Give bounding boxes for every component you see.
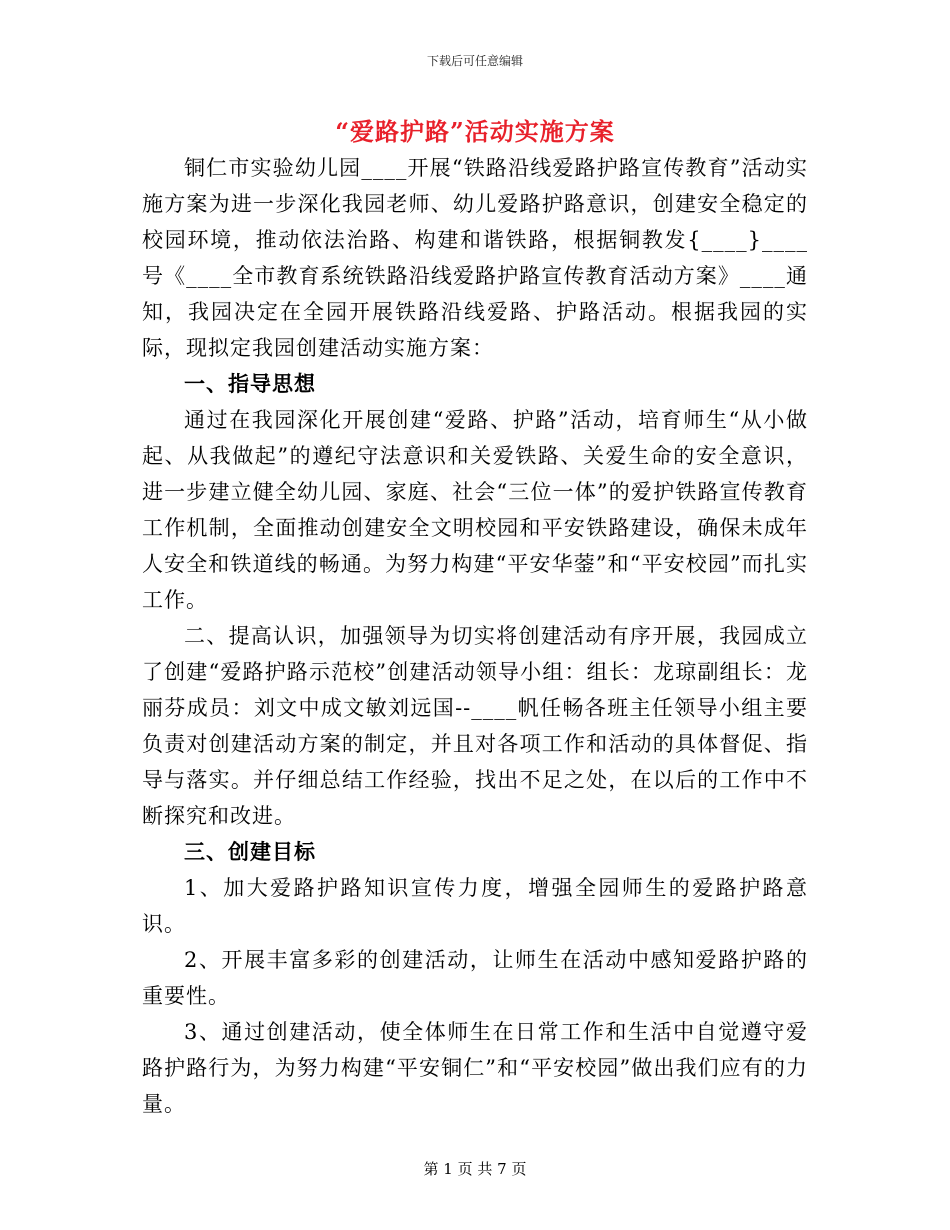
header-note: 下载后可任意编辑: [426, 54, 523, 68]
document-title: “爱路护路”活动实施方案: [335, 117, 615, 146]
intro-paragraph: 铜仁市实验幼儿园____开展“铁路沿线爱路护路宣传教育”活动实施方案为进一步深化我园老师、幼儿爱路护路意识，创建安全稳定的校园环境，推动依法治路、构建和谐铁路，根据铜教发{____}____号《____全市教育系统铁路沿线爱路护路宣传教育活动方案》____通知，我园决定在全园开展铁路沿线爱路、护路活动。根据我园的实际，现拟定我园创建活动实施方案：: [142, 156, 808, 360]
section-heading-goals: 三、创建目标: [184, 839, 316, 864]
section-heading-guiding-thought: 一、指导思想: [184, 371, 316, 396]
goal-item-1: 1、加大爱路护路知识宣传力度，增强全园师生的爱路护路意识。: [142, 876, 808, 936]
page-footer: 第 1 页 共 7 页: [423, 1160, 527, 1178]
goal-item-3: 3、通过创建活动，使全体师生在日常工作和生活中自觉遵守爱路护路行为，为努力构建“平安铜仁”和“平安校园”做出我们应有的力量。: [142, 1020, 808, 1116]
guiding-thought-paragraph: 通过在我园深化开展创建“爱路、护路”活动，培育师生“从小做起、从我做起”的遵纪守法意识和关爱铁路、关爱生命的安全意识，进一步建立健全幼儿园、家庭、社会“三位一体”的爱护铁路宣传教育工作机制，全面推动创建安全文明校园和平安铁路建设，确保未成年人安全和铁道线的畅通。为努力构建“平安华蓥”和“平安校园”而扎实工作。: [142, 408, 808, 612]
goal-item-2: 2、开展丰富多彩的创建活动，让师生在活动中感知爱路护路的重要性。: [142, 948, 808, 1008]
leadership-paragraph: 二、提高认识，加强领导为切实将创建活动有序开展，我园成立了创建“爱路护路示范校”创建活动领导小组：组长：龙琼副组长：龙丽芬成员：刘文中成文敏刘远国--____帆任畅各班主任领导小组主要负责对创建活动方案的制定，并且对各项工作和活动的具体督促、指导与落实。并仔细总结工作经验，找出不足之处，在以后的工作中不断探究和改进。: [142, 624, 808, 828]
document-body: [142, 150, 808, 1122]
